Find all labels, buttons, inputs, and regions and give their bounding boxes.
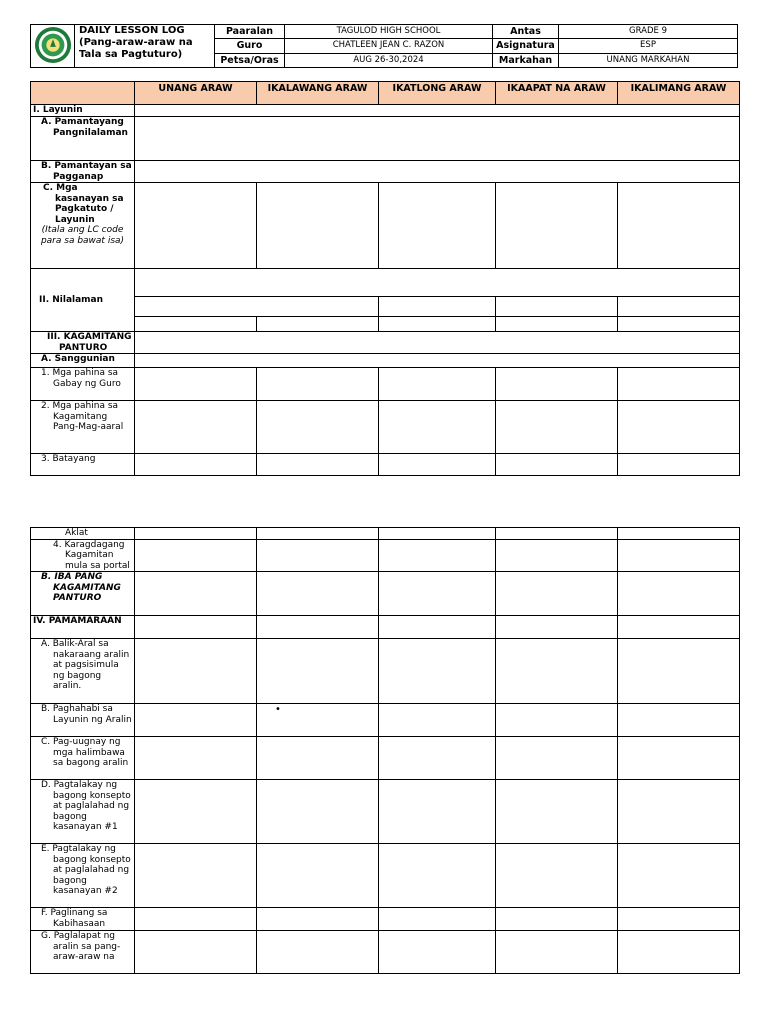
- cell[interactable]: [257, 528, 379, 540]
- teacher-label: Guro: [215, 39, 285, 53]
- cell[interactable]: [135, 737, 257, 780]
- cell[interactable]: [257, 908, 379, 931]
- kasanayan-note: (Itala ang LC code para sa bawat isa): [40, 225, 125, 246]
- cell-merged[interactable]: [135, 161, 740, 183]
- row-label-pamantayan-pagganap: B. Pamantayan sa Pagganap: [31, 161, 135, 183]
- cell[interactable]: [135, 317, 257, 332]
- cell[interactable]: [618, 297, 740, 317]
- cell[interactable]: [135, 183, 257, 269]
- quarter-value: UNANG MARKAHAN: [559, 53, 738, 67]
- day-header: IKATLONG ARAW: [379, 82, 496, 105]
- cell[interactable]: [379, 931, 496, 974]
- cell[interactable]: [135, 780, 257, 844]
- cell[interactable]: [496, 704, 618, 737]
- cell[interactable]: [496, 539, 618, 572]
- cell[interactable]: [379, 780, 496, 844]
- log-title: DAILY LESSON LOG: [79, 25, 185, 36]
- cell[interactable]: [618, 539, 740, 572]
- lesson-grid-page-1: [30, 81, 740, 476]
- cell[interactable]: [135, 844, 257, 908]
- grade-label: Antas: [493, 25, 559, 39]
- cell[interactable]: [379, 572, 496, 616]
- date-label: Petsa/Oras: [215, 53, 285, 67]
- row-label-nilalaman: II. Nilalaman: [31, 269, 135, 332]
- school-logo: [31, 25, 75, 68]
- cell[interactable]: [135, 401, 257, 454]
- row-label-balik-aral: A. Balik-Aral sa nakaraang aralin at pagsisimula ng bagong aralin.: [31, 639, 135, 704]
- subject-value: ESP: [559, 39, 738, 53]
- cell[interactable]: [618, 844, 740, 908]
- cell[interactable]: [618, 931, 740, 974]
- row-label-pamantayan-nilalaman: A. Pamantayang Pangnilalaman: [31, 117, 135, 161]
- row-label-pamamaraan: IV. PAMAMARAAN: [31, 616, 135, 639]
- row-label-paghahabi: B. Paghahabi sa Layunin ng Aralin: [31, 704, 135, 737]
- cell[interactable]: [135, 639, 257, 704]
- cell[interactable]: [496, 297, 618, 317]
- cell[interactable]: [496, 572, 618, 616]
- cell[interactable]: [379, 401, 496, 454]
- row-label-sanggunian: A. Sanggunian: [31, 354, 135, 368]
- cell[interactable]: [257, 454, 379, 476]
- kasanayan-title: C. Mga kasanayan sa Pagkatuto / Layunin: [43, 183, 124, 225]
- cell[interactable]: [496, 931, 618, 974]
- row-label-pagtalakay-2: E. Pagtalakay ng bagong konsepto at paglalahad ng bagong kasanayan #2: [31, 844, 135, 908]
- cell[interactable]: [379, 639, 496, 704]
- cell[interactable]: [135, 931, 257, 974]
- cell[interactable]: [257, 572, 379, 616]
- cell[interactable]: [257, 539, 379, 572]
- cell[interactable]: [496, 844, 618, 908]
- cell[interactable]: [496, 780, 618, 844]
- lesson-grid-page-2: [30, 527, 740, 974]
- day-header: IKALIMANG ARAW: [618, 82, 740, 105]
- cell[interactable]: [618, 639, 740, 704]
- cell[interactable]: [496, 317, 618, 332]
- cell[interactable]: [379, 908, 496, 931]
- cell[interactable]: [257, 737, 379, 780]
- cell[interactable]: [257, 780, 379, 844]
- cell[interactable]: [496, 401, 618, 454]
- cell[interactable]: [379, 704, 496, 737]
- cell[interactable]: [618, 183, 740, 269]
- cell[interactable]: [618, 616, 740, 639]
- teacher-value: CHATLEEN JEAN C. RAZON: [285, 39, 493, 53]
- row-label-batayang: 3. Batayang: [31, 454, 135, 476]
- lesson-log-header: [30, 24, 738, 68]
- cell-merged[interactable]: [135, 354, 740, 368]
- cell[interactable]: [379, 183, 496, 269]
- row-label-kagamitang-mag-aaral: 2. Mga pahina sa Kagamitang Pang-Mag-aaral: [31, 401, 135, 454]
- row-label-pag-uugnay: C. Pag-uugnay ng mga halimbawa sa bagong aralin: [31, 737, 135, 780]
- log-title-cell: [75, 25, 215, 68]
- corner-cell: [31, 82, 135, 105]
- school-seal-icon: [34, 26, 72, 64]
- cell[interactable]: [618, 528, 740, 540]
- cell[interactable]: [496, 454, 618, 476]
- bullet-mark: •: [275, 704, 281, 715]
- cell[interactable]: [496, 639, 618, 704]
- date-value: AUG 26-30,2024: [285, 53, 493, 67]
- cell[interactable]: [618, 572, 740, 616]
- row-label-paglinang: F. Paglinang sa Kabihasaan: [31, 908, 135, 931]
- cell[interactable]: [379, 737, 496, 780]
- cell-merged[interactable]: [135, 117, 740, 161]
- cell-merged[interactable]: [135, 105, 740, 117]
- cell[interactable]: [618, 737, 740, 780]
- cell[interactable]: [135, 704, 257, 737]
- cell[interactable]: [257, 616, 379, 639]
- log-subtitle: (Pang-araw-araw na Tala sa Pagtuturo): [79, 37, 193, 60]
- cell[interactable]: [257, 639, 379, 704]
- cell-merged[interactable]: [135, 297, 379, 317]
- cell[interactable]: [379, 539, 496, 572]
- cell[interactable]: [257, 317, 379, 332]
- row-label-kasanayan: [31, 183, 135, 269]
- cell[interactable]: [618, 317, 740, 332]
- cell[interactable]: [496, 737, 618, 780]
- cell[interactable]: [135, 908, 257, 931]
- row-label-kagamitan: III. KAGAMITANG PANTURO: [31, 332, 135, 354]
- cell[interactable]: [257, 183, 379, 269]
- cell-merged[interactable]: [135, 269, 740, 297]
- cell[interactable]: [618, 401, 740, 454]
- row-label-pagtalakay-1: D. Pagtalakay ng bagong konsepto at paglalahad ng bagong kasanayan #1: [31, 780, 135, 844]
- row-label-gabay: 1. Mga pahina sa Gabay ng Guro: [31, 368, 135, 401]
- day-header: IKALAWANG ARAW: [257, 82, 379, 105]
- cell[interactable]: [618, 368, 740, 401]
- cell[interactable]: [618, 454, 740, 476]
- school-value: TAGULOD HIGH SCHOOL: [285, 25, 493, 39]
- day-header-row: [31, 82, 740, 105]
- cell[interactable]: [257, 401, 379, 454]
- cell-merged[interactable]: [135, 332, 740, 354]
- cell[interactable]: [379, 528, 496, 540]
- cell[interactable]: [618, 780, 740, 844]
- cell[interactable]: [257, 368, 379, 401]
- cell[interactable]: [135, 616, 257, 639]
- cell[interactable]: [496, 908, 618, 931]
- cell[interactable]: [135, 368, 257, 401]
- cell[interactable]: [135, 572, 257, 616]
- quarter-label: Markahan: [493, 53, 559, 67]
- row-label-paglalapat: G. Paglalapat ng aralin sa pang-araw-araw na: [31, 931, 135, 974]
- cell[interactable]: [379, 844, 496, 908]
- row-label-iba-pang: B. IBA PANG KAGAMITANG PANTURO: [31, 572, 135, 616]
- day-header: UNANG ARAW: [135, 82, 257, 105]
- cell[interactable]: [379, 317, 496, 332]
- cell[interactable]: [257, 844, 379, 908]
- cell[interactable]: [379, 616, 496, 639]
- row-label-layunin: I. Layunin: [31, 105, 135, 117]
- subject-label: Asignatura: [493, 39, 559, 53]
- cell[interactable]: [257, 704, 379, 737]
- cell[interactable]: [496, 368, 618, 401]
- cell[interactable]: [618, 908, 740, 931]
- cell[interactable]: [257, 931, 379, 974]
- cell[interactable]: [135, 454, 257, 476]
- cell[interactable]: [496, 528, 618, 540]
- row-label-aklat: Aklat: [31, 528, 135, 540]
- cell[interactable]: [618, 704, 740, 737]
- cell[interactable]: [496, 183, 618, 269]
- day-header: IKAAPAT NA ARAW: [496, 82, 618, 105]
- cell[interactable]: [379, 454, 496, 476]
- school-label: Paaralan: [215, 25, 285, 39]
- cell[interactable]: [496, 616, 618, 639]
- cell[interactable]: [135, 539, 257, 572]
- cell[interactable]: [379, 297, 496, 317]
- grade-value: GRADE 9: [559, 25, 738, 39]
- cell[interactable]: [379, 368, 496, 401]
- cell[interactable]: [135, 528, 257, 540]
- row-label-karagdagang: 4. Karagdagang Kagamitan mula sa portal: [31, 539, 135, 572]
